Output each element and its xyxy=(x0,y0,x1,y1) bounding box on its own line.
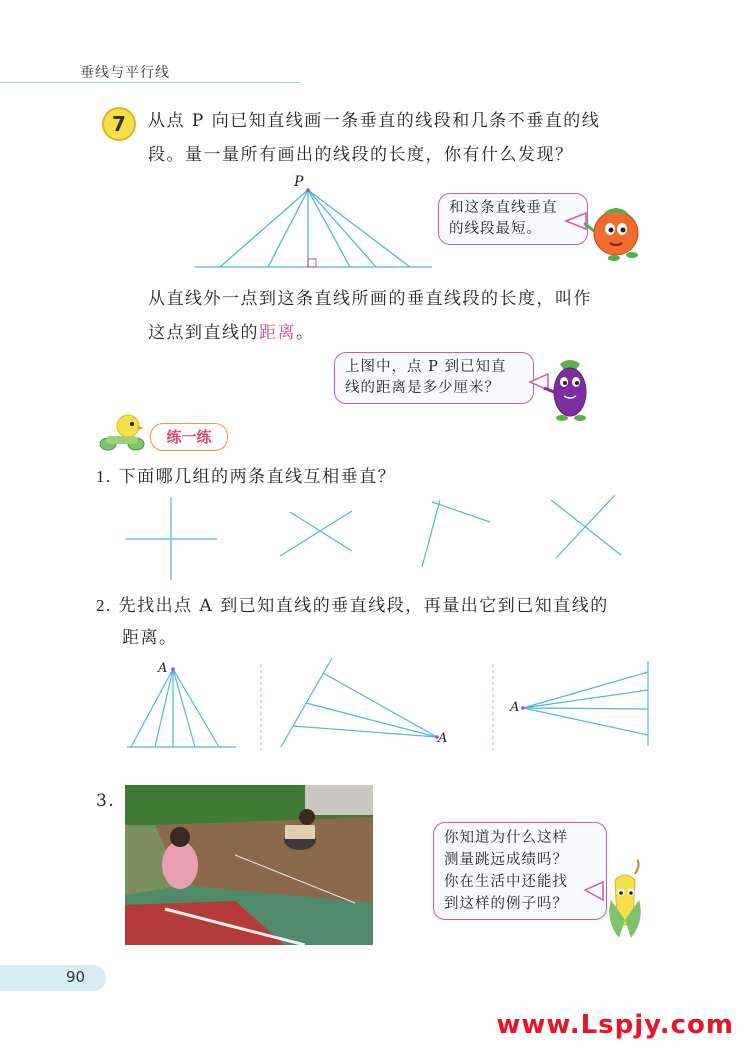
q2-figure-2 xyxy=(281,658,439,747)
definition-prefix: 这点到直线的 xyxy=(148,323,259,343)
question-1-text: 下面哪几组的两条直线互相垂直？ xyxy=(118,467,397,487)
bubble1-line2: 的线段最短。 xyxy=(449,221,542,237)
question-2-text-line1: 先找出点 A 到已知直线的垂直线段，再量出它到已知直线的 xyxy=(118,596,609,616)
long-jump-measurement-photo xyxy=(125,785,373,945)
page-number-bar xyxy=(0,965,106,991)
bubble2-line1: 上图中，点 P 到已知直 xyxy=(345,359,507,375)
distance-term: 距离 xyxy=(259,323,296,343)
corn-character-icon xyxy=(585,860,655,950)
section7-line2: 段。量一量所有画出的线段的长度，你有什么发现？ xyxy=(148,145,574,165)
section-number-badge: 7 xyxy=(102,107,136,141)
bubble3-line3: 你在生活中还能找 xyxy=(444,874,568,890)
point-p-label: P xyxy=(294,174,304,190)
definition-suffix: 。 xyxy=(296,323,315,343)
q2-figure-1 xyxy=(127,667,236,747)
label-a-figure1: A xyxy=(158,661,168,676)
label-a-figure3: A xyxy=(510,700,520,715)
site-watermark: www.Lspjy.com xyxy=(496,1010,734,1040)
bubble3-line1: 你知道为什么这样 xyxy=(444,830,568,846)
bubble3-line2: 测量跳远成绩吗？ xyxy=(444,852,568,868)
definition-line1: 从直线外一点到这条直线所画的垂直线段的长度，叫作 xyxy=(148,289,592,309)
bubble2-line2: 线的距离是多少厘米？ xyxy=(345,380,500,396)
page-number: 90 xyxy=(66,968,86,986)
question-2-number: 2. xyxy=(96,596,112,615)
label-a-figure2: A xyxy=(438,731,448,746)
bubble1-line1: 和这条直线垂直 xyxy=(449,200,558,216)
practice-badge: 练一练 xyxy=(150,423,228,451)
bubble3-line4: 到这样的例子吗？ xyxy=(444,896,568,912)
running-header: 垂线与平行线 xyxy=(80,65,170,81)
question-1-number: 1. xyxy=(96,467,112,486)
q2-figure-3 xyxy=(521,661,648,746)
speech-bubble-long-jump xyxy=(433,822,607,920)
question-2-text-line2: 距离。 xyxy=(122,628,178,648)
question-3-number: 3. xyxy=(96,791,116,811)
section7-line1: 从点 P 向已知直线画一条垂直的线段和几条不垂直的线 xyxy=(148,111,601,131)
